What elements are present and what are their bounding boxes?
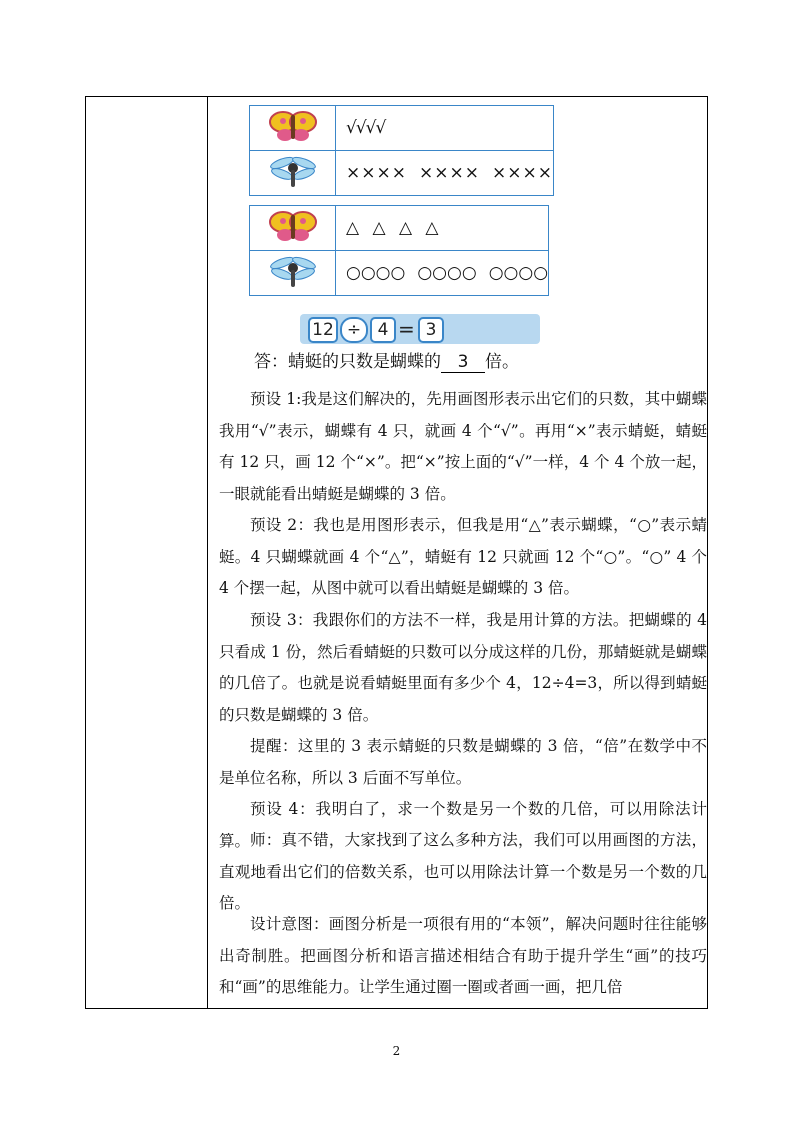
answer-blank: 3 — [441, 352, 485, 373]
equation-equals: = — [398, 317, 415, 341]
picture-table-1 — [249, 105, 554, 196]
paragraph-preset-2: 预设 2：我也是用图形表示，但我是用“△”表示蝴蝶，“○”表示蜻蜓。4 只蝴蝶就画 4 个“△”，蜻蜓有 12 只就画 12 个“○”。“○” 4 个 4 个摆一起，从图中就可以看出蜻蜓是蝴蝶的 3 倍。 — [219, 516, 707, 597]
paragraph-preset-4: 预设 4：我明白了，求一个数是另一个数的几倍，可以用除法计算。 — [219, 800, 707, 850]
equation-result: 3 — [418, 317, 444, 343]
paragraph-teacher: 师：真不错，大家找到了这么多种方法，我们可以用画图的方法，直观地看出它们的倍数关系，也可以用除法计算一个数是另一个数的几倍。 — [219, 831, 707, 912]
page-number: 2 — [392, 1044, 401, 1058]
triangle-marks: △ △ △ △ — [336, 206, 549, 251]
lesson-table — [85, 96, 708, 1009]
paragraph-preset-3: 预设 3：我跟你们的方法不一样，我是用计算的方法。把蝴蝶的 4 只看成 1 份，然后看蜻蜓的只数可以分成这样的几份，那蜻蜓就是蝴蝶的几倍了。也就是说看蜻蜓里面有多少个 4，12÷4=3，所以得到蜻蜓的只数是蝴蝶的 3 倍。 — [219, 611, 707, 724]
equation-divisor: 4 — [370, 317, 396, 343]
paragraph-reminder: 提醒：这里的 3 表示蜻蜓的只数是蝴蝶的 3 倍，“倍”在数学中不是单位名称，所以 3 后面不写单位。 — [219, 737, 707, 787]
answer-line — [254, 347, 519, 373]
equation-operator: ÷ — [340, 317, 368, 343]
cross-marks — [336, 151, 554, 196]
butterfly-image — [250, 106, 336, 151]
picture-table-2 — [249, 205, 549, 296]
table-row — [250, 151, 554, 196]
mark-group: ○○○○ — [488, 263, 549, 283]
answer-suffix: 倍。 — [485, 352, 519, 372]
table-row — [250, 251, 549, 296]
dragonfly-image — [250, 251, 336, 296]
circle-marks — [336, 251, 549, 296]
dragonfly-image — [250, 151, 336, 196]
answer-prefix: 答：蜻蜓的只数是蝴蝶的 — [254, 352, 441, 372]
table-row — [250, 106, 554, 151]
mark-group: ○○○○ — [417, 263, 477, 283]
column-divider — [207, 97, 208, 1008]
equation-dividend: 12 — [308, 317, 338, 343]
mark-group: ×××× — [418, 163, 480, 183]
mark-group: ×××× — [346, 163, 407, 183]
check-marks: √√√√ — [336, 106, 554, 151]
butterfly-image — [250, 206, 336, 251]
content-cell — [209, 97, 707, 1008]
mark-group: ×××× — [491, 163, 553, 183]
equation-box — [300, 314, 540, 344]
paragraph-design-intent: 设计意图：画图分析是一项很有用的“本领”，解决问题时往往能够出奇制胜。把画图分析和语言描述相结合有助于提升学生“画”的技巧和“画”的思维能力。让学生通过圈一圈或者画一画，把几倍 — [219, 915, 707, 996]
table-row — [250, 206, 549, 251]
paragraph-preset-1: 预设 1:我是这们解决的，先用画图形表示出它们的只数，其中蝴蝶我用“√”表示，蝴蝶有 4 只，就画 4 个“√”。再用“×”表示蜻蜓，蜻蜓有 12 只，画 12 个“×”。把“×”按上面的“√”一样，4 个 4 个放一起，一眼就能看出蜻蜓是蝴蝶的 3 倍。 — [219, 390, 707, 503]
mark-group: ○○○○ — [346, 263, 406, 283]
